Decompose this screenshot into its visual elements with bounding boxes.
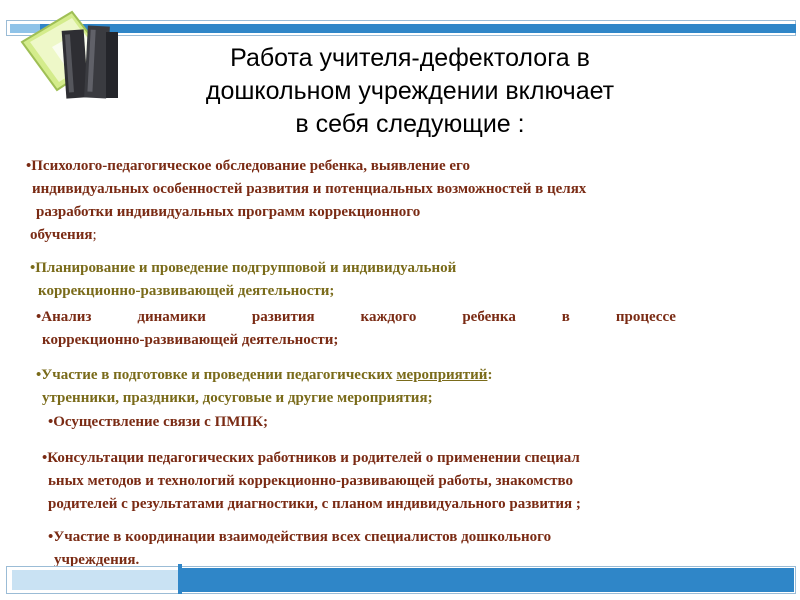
page-title — [160, 42, 660, 141]
list-item-word: процессе — [615, 309, 676, 325]
list-item — [30, 257, 456, 303]
list-item-tail: ; — [575, 496, 581, 512]
list-item-word: в — [561, 309, 570, 325]
books-icon — [12, 2, 132, 102]
list-item-line: коррекционно-развивающей деятельности; — [38, 283, 335, 299]
footer-bar-light — [12, 570, 182, 590]
list-item-line: •Участие в координации взаимодействия всех специалистов дошкольного — [48, 529, 552, 545]
list-item-line: •Осуществление связи с ПМПК; — [48, 414, 268, 430]
list-item — [26, 155, 586, 247]
list-item-line: разработки индивидуальных программ коррекционного — [36, 204, 421, 220]
list-item-text: •Участие в подготовке и проведении педагогических — [36, 367, 397, 383]
footer-bar — [182, 568, 794, 592]
list-item-line: учреждения. — [54, 552, 140, 568]
list-item — [36, 364, 492, 410]
list-item-line: обучения — [30, 227, 93, 243]
list-item-line: •Психолого-педагогическое обследование ребенка, выявление его — [26, 158, 470, 174]
list-item-line: •Планирование и проведение подгрупповой и индивидуальной — [30, 260, 457, 276]
header-bar — [40, 24, 796, 33]
list-item-word: ребенка — [462, 309, 516, 325]
list-item-line: индивидуальных особенностей развития и потенциальных возможностей в целях — [32, 181, 587, 197]
list-item-word: каждого — [360, 309, 417, 325]
list-item-word: развития — [251, 309, 315, 325]
list-item — [48, 411, 268, 434]
list-item-line: •Консультации педагогических работников и родителей о применении специал — [42, 450, 580, 466]
list-item — [42, 447, 581, 516]
list-item-line: утренники, праздники, досуговые и другие мероприятия; — [42, 390, 433, 406]
list-item-line: родителей с результатами диагностики, с планом индивидуального развития — [48, 496, 573, 512]
list-item-text: : — [487, 367, 493, 383]
title-line-1: Работа учителя-дефектолога в — [230, 44, 590, 72]
list-item-line — [36, 364, 492, 387]
list-item-tail: ; — [92, 227, 97, 243]
list-item-word: •Анализ — [36, 309, 92, 325]
list-item-line — [36, 306, 676, 329]
list-item-link: мероприятий — [396, 367, 488, 383]
list-item-word: динамики — [137, 309, 206, 325]
list-item-line: коррекционно-развивающей деятельности; — [42, 332, 339, 348]
title-line-3: в себя следующие : — [295, 110, 525, 138]
list-item — [36, 306, 676, 352]
title-line-2: дошкольном учреждении включает — [205, 77, 615, 105]
list-item-line: ьных методов и технологий коррекционно-развивающей работы, знакомство — [48, 473, 574, 489]
